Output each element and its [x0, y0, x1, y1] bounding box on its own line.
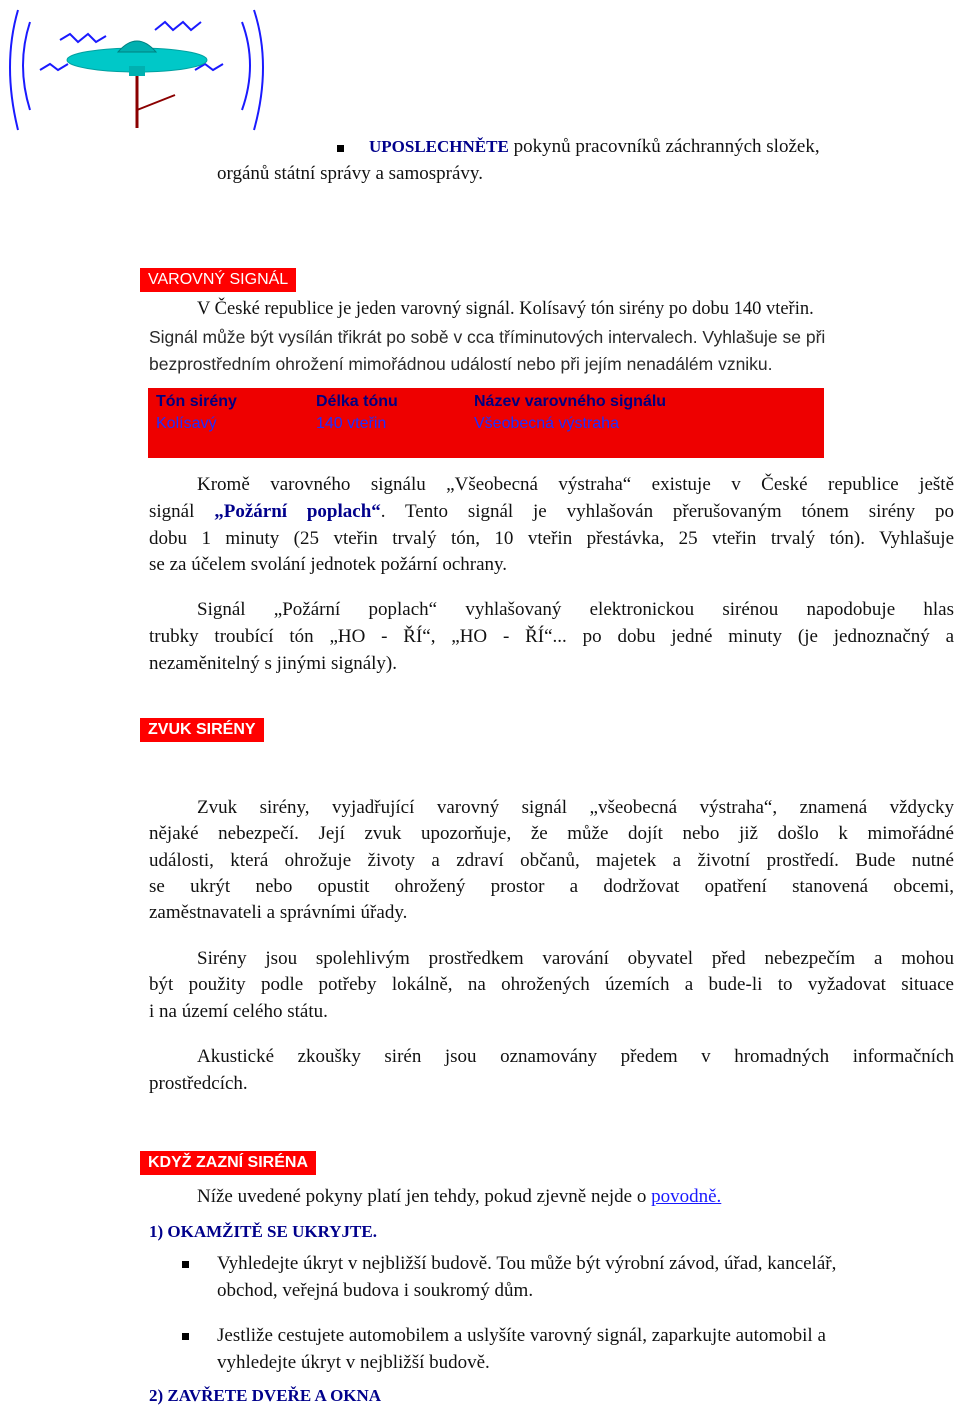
siren-sound-p2-line2: být použity podle potřeby lokálně, na ohrožených územích a bude-li to vyžadovat situace — [149, 974, 954, 995]
siren-sound-p1-line5: zaměstnavateli a správními úřady. — [149, 902, 408, 923]
bullet1-line2: orgánů státní správy a samosprávy. — [217, 163, 483, 184]
heading-siren-sound: ZVUK SIRÉNY — [140, 718, 264, 742]
fire-alarm-para2-line3: nezaměnitelný s jinými signály). — [149, 653, 398, 674]
fire-alarm-para2-line2: trubky troubící tón „HO - ŘÍ“, „HO - ŘÍ“... po dobu jedné minuty (je jednoznačný a — [149, 626, 954, 647]
siren-sound-p1-line4: se ukrýt nebo opustit ohrožený prostor a dodržovat opatření stanovená obcemi, — [149, 876, 954, 897]
siren-sound-p1-line2: nějaké nebezpečí. Její zvuk upozorňuje, že může dojít nebo již došlo k mimořádné — [149, 823, 954, 844]
heading-warning-signal: VAROVNÝ SIGNÁL — [140, 268, 296, 292]
table-cell-length: 140 vteřin — [316, 415, 387, 432]
fire-alarm-para-line1: Kromě varovného signálu „Všeobecná výstraha“ existuje v České republice ještě — [197, 474, 954, 495]
step1-bullet1-line2: obchod, veřejná budova i soukromý dům. — [217, 1280, 534, 1301]
fire-alarm-signal-word: signál — [149, 501, 215, 522]
siren-sound-p3-line2: prostředcích. — [149, 1073, 248, 1094]
bullet-marker — [337, 145, 344, 152]
siren-icon — [0, 0, 275, 140]
fire-alarm-para-line2 — [149, 498, 954, 525]
table-cell-name: Všeobecná výstraha — [474, 415, 619, 432]
step2-heading: 2) ZAVŘETE DVEŘE A OKNA — [149, 1386, 382, 1405]
bullet-marker — [182, 1261, 189, 1268]
siren-sound-p2-line3: i na území celého státu. — [149, 1001, 328, 1022]
when-siren-intro-text: Níže uvedené pokyny platí jen tehdy, pokud zjevně nejde o — [197, 1186, 652, 1207]
siren-sound-p1-line1: Zvuk sirény, vyjadřující varovný signál „všeobecná výstraha“, znamená vždycky — [197, 797, 954, 818]
step1-bullet1-line1: Vyhledejte úkryt v nejbližší budově. Tou může být výrobní závod, úřad, kancelář, — [217, 1253, 837, 1274]
table-header-tone: Tón sirény — [156, 393, 237, 410]
warning-intro-line2: Signál může být vysílán třikrát po sobě v cca tříminutových intervalech. Vyhlašuje se při — [149, 327, 826, 347]
warning-intro-line1: V České republice je jeden varovný signál. Kolísavý tón sirény po dobu 140 vteřin. — [197, 299, 814, 319]
fire-alarm-para-line3: dobu 1 minuty (25 vteřin trvalý tón, 10 vteřin přestávka, 25 vteřin trvalý tón). Vyhlašuje — [149, 528, 954, 549]
bullet1-rest: pokynů pracovníků záchranných složek, — [508, 136, 820, 157]
table-header-length: Délka tónu — [316, 393, 398, 410]
step1-bullet2-line2: vyhledejte úkryt v nejbližší budově. — [217, 1352, 490, 1373]
step1-heading: 1) OKAMŽITĚ SE UKRYJTE. — [149, 1222, 377, 1241]
fire-alarm-para2-line1: Signál „Požární poplach“ vyhlašovaný elektronickou sirénou napodobuje hlas — [197, 599, 954, 620]
fire-alarm-name-bold: „Požární poplach“ — [214, 501, 381, 522]
bullet-marker — [182, 1333, 189, 1340]
heading-when-siren: KDYŽ ZAZNÍ SIRÉNA — [140, 1151, 316, 1175]
siren-sound-p1-line3: události, která ohrožuje životy a zdraví občanů, majetek a životní prostředí. Bude nutné — [149, 850, 954, 871]
fire-alarm-para-line2-rest: . Tento signál je vyhlašován přerušovaným tónem sirény po — [380, 501, 955, 522]
step1-bullet2-line1: Jestliže cestujete automobilem a uslyšíte varovný signál, zaparkujte automobil a — [217, 1325, 826, 1346]
fire-alarm-para-line4: se za účelem svolání jednotek požární ochrany. — [149, 554, 508, 575]
when-siren-intro — [197, 1183, 721, 1210]
table-cell-tone: Kolísavý — [156, 415, 217, 432]
warning-intro-line3: bezprostředním ohrožení mimořádnou událostí nebo při jejím nenadálém vzniku. — [149, 354, 773, 374]
flood-link[interactable]: povodně. — [651, 1186, 722, 1207]
bullet-instruction-1 — [369, 133, 820, 160]
siren-sound-p2-line1: Sirény jsou spolehlivým prostředkem varování obyvatel před nebezpečím a mohou — [197, 948, 954, 969]
table-header-name: Název varovného signálu — [474, 393, 667, 410]
bullet1-bold: UPOSLECHNĚTE — [369, 137, 509, 156]
siren-sound-p3-line1: Akustické zkoušky sirén jsou oznamovány předem v hromadných informačních — [197, 1046, 954, 1067]
